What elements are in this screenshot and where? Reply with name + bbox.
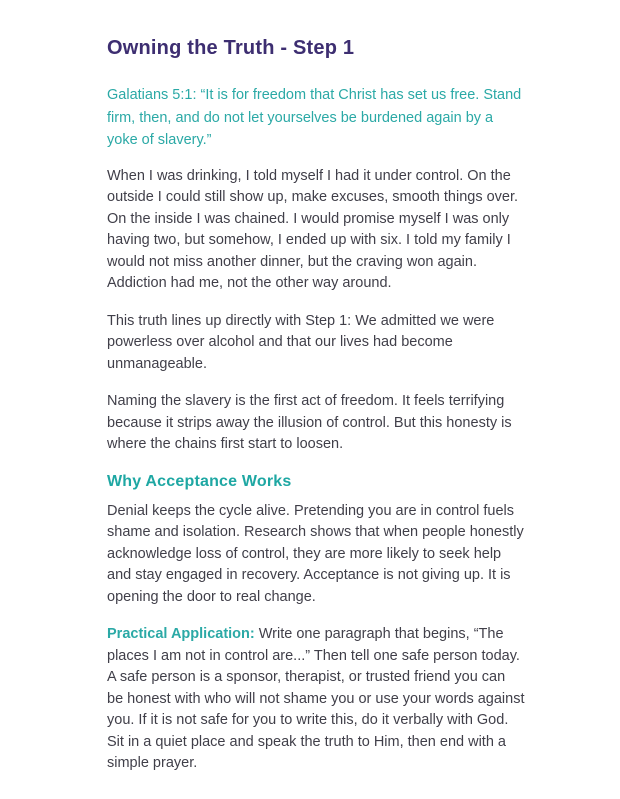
practical-application-paragraph	[107, 624, 525, 775]
section-heading-why-acceptance-works: Why Acceptance Works	[107, 472, 292, 490]
page-title: Owning the Truth - Step 1	[107, 37, 355, 59]
body-paragraph-2: This truth lines up directly with Step 1: We admitted we were powerless over alcohol and that our lives had become unmanageable.	[107, 312, 495, 372]
scripture-quote: Galatians 5:1: “It is for freedom that Christ has set us free. Stand firm, then, and do not let yourselves be burdened again by a yoke of slavery.”	[107, 87, 522, 148]
practical-application-label: Practical Application:	[107, 626, 255, 642]
body-paragraph-1: When I was drinking, I told myself I had it under control. On the outside I could still show up, make excuses, smooth things over. On the inside I was chained. I would promise myself I was only having two, but somehow, I ended up with six. I told my family I would not miss another dinner, but the craving won again. Addiction had me, not the other way around.	[107, 167, 519, 291]
practical-application-text: Write one paragraph that begins, “The places I am not in control are...” Then tell one safe person today. A safe person is a sponsor, therapist, or trusted friend you can be honest with who will not shame you or use your words against you. If it is not safe for you to write this, do it verbally with God. Sit in a quiet place and speak the truth to Him, then end with a simple prayer.	[107, 626, 525, 771]
section-paragraph: Denial keeps the cycle alive. Pretending you are in control fuels shame and isolation. Research shows that when people honestly acknowledge loss of control, they are more likely to seek help and stay engaged in recovery. Acceptance is not giving up. It is opening the door to real change.	[107, 502, 524, 605]
body-paragraph-3: Naming the slavery is the first act of freedom. It feels terrifying because it strips away the illusion of control. But this honesty is where the chains first start to loosen.	[107, 393, 512, 452]
